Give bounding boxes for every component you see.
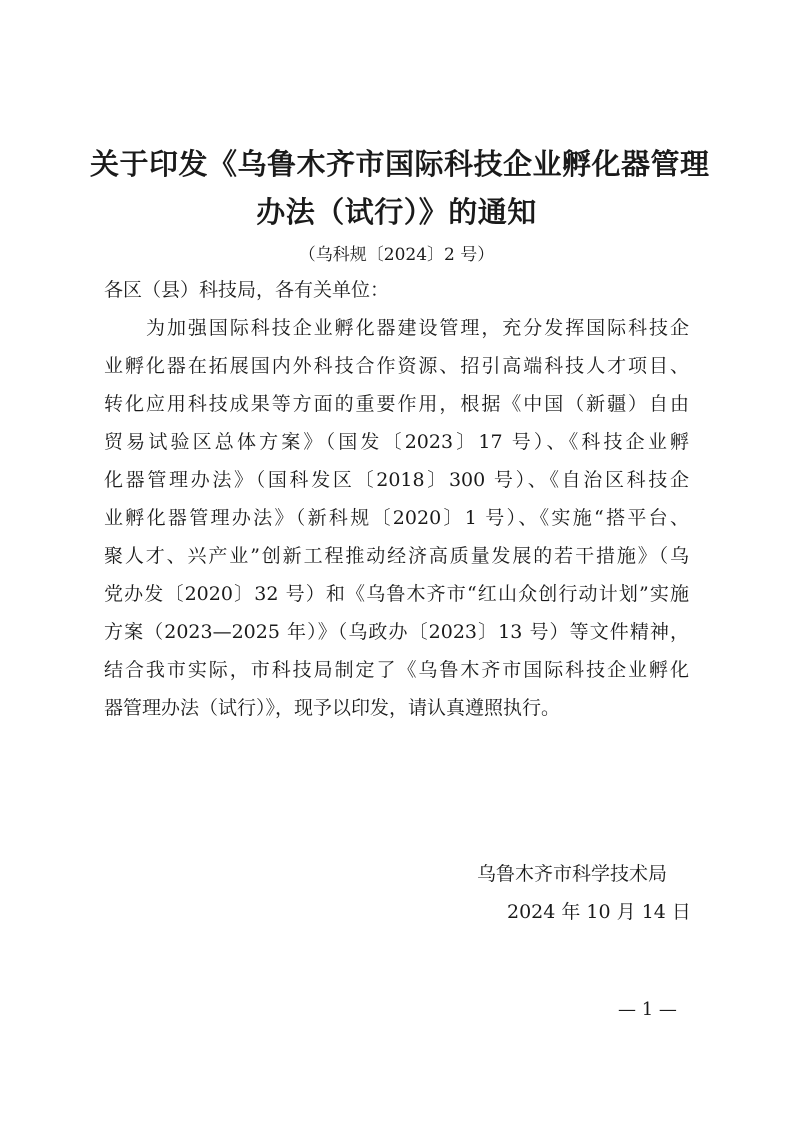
document-number: （乌科规〔2024〕2 号） — [298, 245, 495, 265]
signature-date: 2024 年 10 月 14 日 — [507, 901, 691, 923]
signature-organization: 乌鲁木齐市科学技术局 — [477, 863, 668, 885]
body-line: 化器管理办法》（国科发区〔2018〕300 号）、《自治区科技企 — [104, 469, 689, 491]
salutation: 各区（县）科技局，各有关单位： — [104, 279, 390, 301]
page-number: — 1 — — [618, 999, 677, 1020]
body-line: 聚人才、兴产业”创新工程推动经济高质量发展的若干措施》（乌 — [104, 545, 689, 567]
body-line: 业孵化器在拓展国内外科技合作资源、招引高端科技人才项目、 — [104, 355, 689, 377]
body-line: 贸易试验区总体方案》（国发〔2023〕17 号）、《科技企业孵 — [104, 431, 689, 453]
body-line: 结合我市实际，市科技局制定了《乌鲁木齐市国际科技企业孵化 — [104, 659, 689, 681]
body-line: 业孵化器管理办法》（新科规〔2020〕1 号）、《实施“搭平台、 — [104, 507, 689, 529]
document-title-line-2: 办法（试行）》的通知 — [256, 195, 537, 229]
body-line: 为加强国际科技企业孵化器建设管理，充分发挥国际科技企 — [146, 317, 689, 339]
body-line: 转化应用科技成果等方面的重要作用，根据《中国（新疆）自由 — [104, 393, 689, 415]
body-line-last: 器管理办法（试行）》，现予以印发，请认真遵照执行。 — [104, 697, 561, 719]
body-line: 方案（2023—2025 年）》（乌政办〔2023〕13 号）等文件精神， — [104, 621, 689, 643]
document-title-line-1: 关于印发《乌鲁木齐市国际科技企业孵化器管理 — [90, 147, 710, 181]
body-line: 党办发〔2020〕32 号）和《乌鲁木齐市“红山众创行动计划”实施 — [104, 583, 689, 605]
